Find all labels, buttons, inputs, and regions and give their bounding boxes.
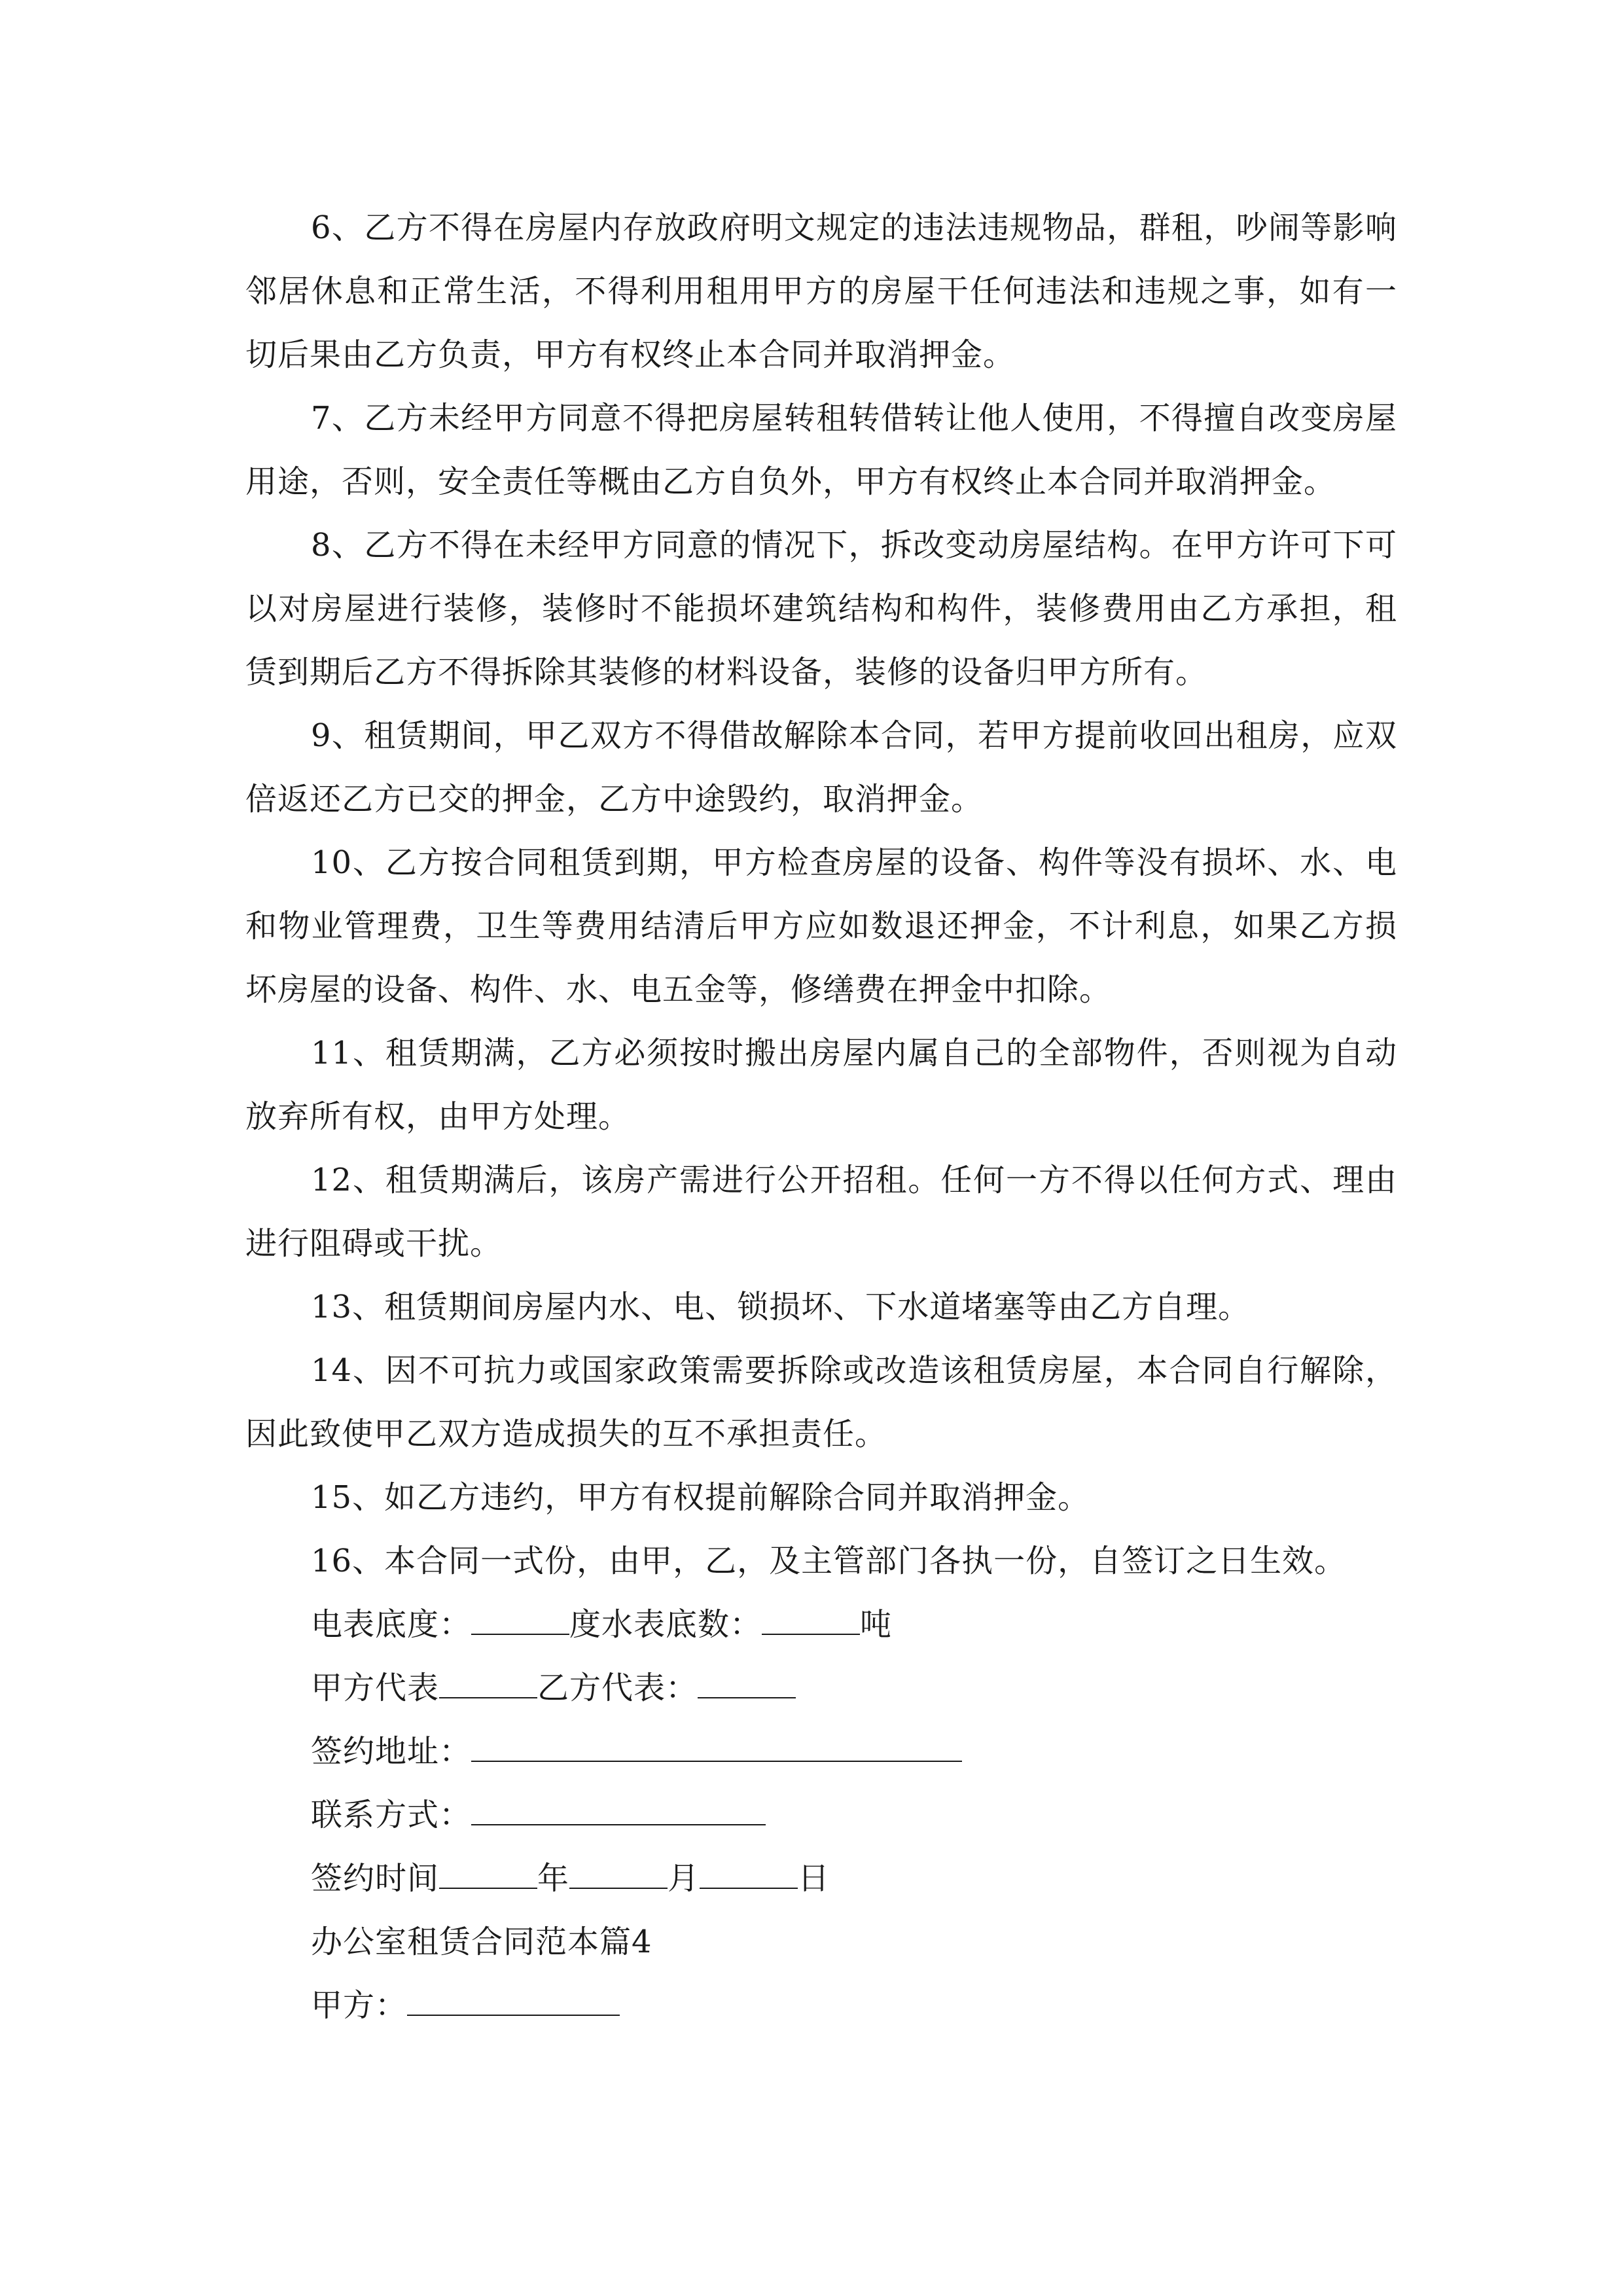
clause-8: 8、乙方不得在未经甲方同意的情况下，拆改变动房屋结构。在甲方许可下可以对房屋进行装修，装修时不能损坏建筑结构和构件，装修费用由乙方承担，租赁到期后乙方不得拆除其装修的材料设备，装修的设备归甲方所有。	[245, 527, 1397, 691]
party-b-rep-label: 乙方代表：	[537, 1670, 698, 1706]
day-label: 日	[798, 1860, 830, 1897]
section-title: 办公室租赁合同范本篇4	[311, 1924, 652, 1960]
month-blank	[569, 1861, 668, 1889]
sign-address-row	[245, 1720, 1397, 1784]
clause-11: 11、租赁期满，乙方必须按时搬出房屋内属自己的全部物件，否则视为自动放弃所有权，由甲方处理。	[245, 1035, 1397, 1135]
sign-address-blank	[471, 1734, 962, 1762]
year-label: 年	[537, 1860, 570, 1897]
water-meter-label: 度水表底数：	[569, 1606, 762, 1643]
party-a-label: 甲方：	[311, 1987, 408, 2024]
party-a-rep-label: 甲方代表	[311, 1670, 440, 1706]
party-a-blank	[407, 1988, 620, 2016]
party-a-row	[245, 1974, 1397, 2037]
sign-time-row	[245, 1847, 1397, 1910]
clause-14: 14、因不可抗力或国家政策需要拆除或改造该租赁房屋，本合同自行解除，因此致使甲乙双方造成损失的互不承担责任。	[245, 1352, 1397, 1452]
water-unit: 吨	[860, 1606, 893, 1643]
contact-blank	[471, 1798, 766, 1825]
sign-time-label: 签约时间	[311, 1860, 440, 1897]
day-blank	[700, 1861, 798, 1889]
clause-16: 16、本合同一式份，由甲，乙，及主管部门各执一份，自签订之日生效。	[311, 1543, 1347, 1579]
party-b-rep-blank	[698, 1671, 796, 1698]
year-blank	[439, 1861, 537, 1889]
clause-10: 10、乙方按合同租赁到期，甲方检查房屋的设备、构件等没有损坏、水、电和物业管理费，卫生等费用结清后甲方应如数退还押金，不计利息，如果乙方损坏房屋的设备、构件、水、电五金等，修缮费在押金中扣除。	[245, 844, 1397, 1008]
clause-7: 7、乙方未经甲方同意不得把房屋转租转借转让他人使用，不得擅自改变房屋用途，否则，安全责任等概由乙方自负外，甲方有权终止本合同并取消押金。	[245, 400, 1397, 500]
clause-9: 9、租赁期间，甲乙双方不得借故解除本合同，若甲方提前收回出租房，应双倍返还乙方已交的押金，乙方中途毁约，取消押金。	[245, 717, 1397, 817]
water-meter-blank	[762, 1607, 860, 1635]
electric-meter-blank	[471, 1607, 569, 1635]
electric-meter-label: 电表底度：	[311, 1606, 472, 1643]
clause-12: 12、租赁期满后，该房产需进行公开招租。任何一方不得以任何方式、理由进行阻碍或干扰。	[245, 1162, 1397, 1262]
clause-13: 13、租赁期间房屋内水、电、锁损坏、下水道堵塞等由乙方自理。	[311, 1289, 1251, 1325]
sign-address-label: 签约地址：	[311, 1733, 472, 1770]
contact-label: 联系方式：	[311, 1797, 472, 1833]
representatives-row	[245, 1657, 1397, 1720]
clause-6: 6、乙方不得在房屋内存放政府明文规定的违法违规物品，群租，吵闹等影响邻居休息和正常生活，不得利用租用甲方的房屋干任何违法和违规之事，如有一切后果由乙方负责，甲方有权终止本合同并取消押金。	[245, 209, 1397, 373]
party-a-rep-blank	[439, 1671, 537, 1698]
month-label: 月	[668, 1860, 700, 1897]
clause-15: 15、如乙方违约，甲方有权提前解除合同并取消押金。	[311, 1479, 1090, 1516]
meter-reading-row	[245, 1593, 1397, 1657]
contact-row	[245, 1784, 1397, 1847]
contract-body	[245, 196, 1397, 2037]
